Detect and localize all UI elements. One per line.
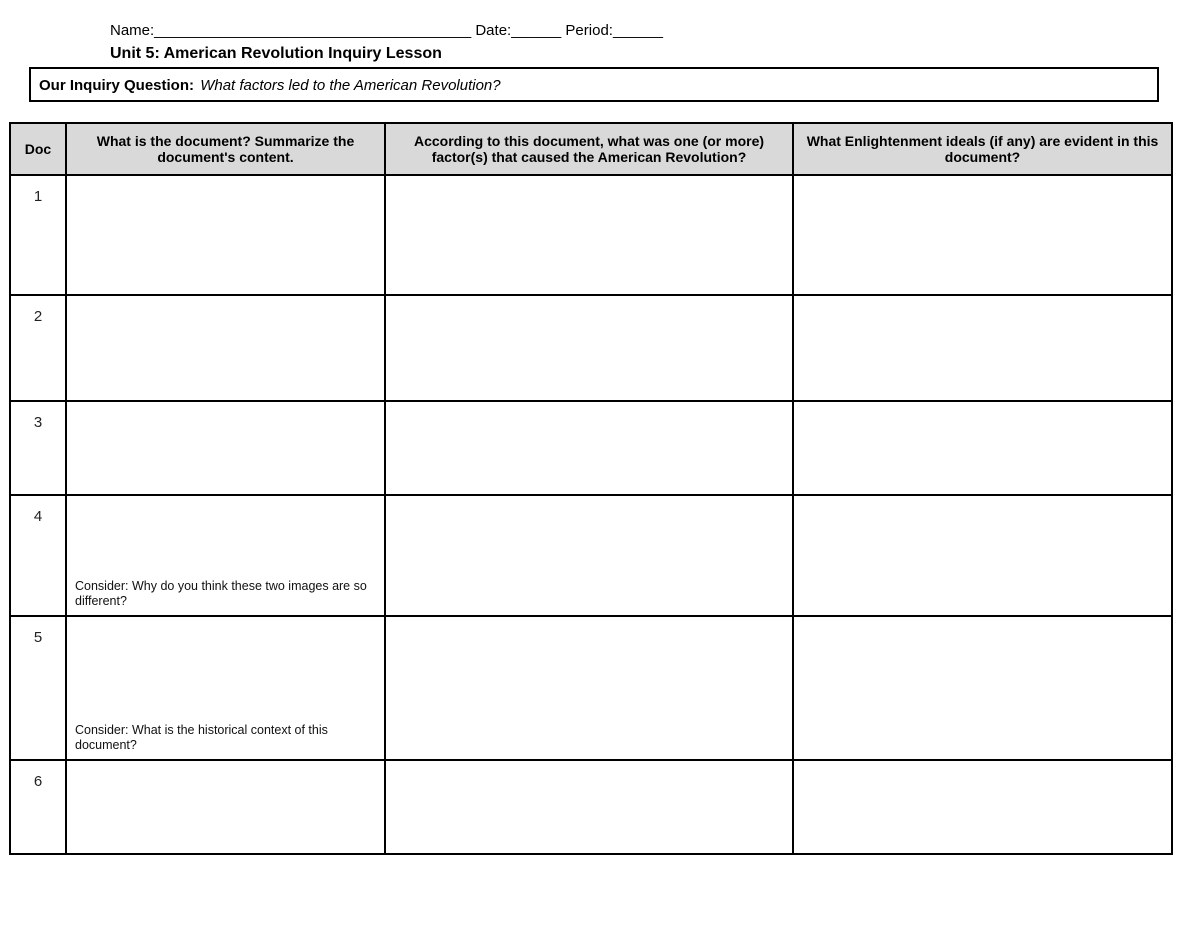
factors-cell[interactable] <box>385 401 793 495</box>
enlightenment-cell[interactable] <box>793 175 1172 295</box>
doc-number-cell <box>10 295 66 401</box>
consider-prompt: Consider: Why do you think these two images are so different? <box>75 579 367 608</box>
column-header-enlightenment: What Enlightenment ideals (if any) are evident in this document? <box>793 123 1172 175</box>
doc-number: 4 <box>33 508 43 525</box>
doc-number: 1 <box>33 188 43 205</box>
doc-number-cell <box>10 495 66 616</box>
factors-cell[interactable] <box>385 495 793 616</box>
factors-cell[interactable] <box>385 760 793 854</box>
doc-number: 3 <box>33 414 43 431</box>
doc-number: 2 <box>33 308 43 325</box>
table-row <box>10 760 1172 854</box>
enlightenment-cell[interactable] <box>793 401 1172 495</box>
summary-cell[interactable] <box>66 760 385 854</box>
enlightenment-cell[interactable] <box>793 760 1172 854</box>
summary-cell[interactable] <box>66 401 385 495</box>
factors-cell[interactable] <box>385 295 793 401</box>
table-row <box>10 495 1172 616</box>
summary-cell[interactable] <box>66 175 385 295</box>
enlightenment-cell[interactable] <box>793 616 1172 760</box>
doc-number-cell <box>10 616 66 760</box>
table-header-row <box>10 123 1172 175</box>
enlightenment-cell[interactable] <box>793 295 1172 401</box>
column-header-doc: Doc <box>10 123 66 175</box>
enlightenment-cell[interactable] <box>793 495 1172 616</box>
doc-number: 5 <box>33 629 43 646</box>
table-row <box>10 175 1172 295</box>
column-header-factors: According to this document, what was one (or more) factor(s) that caused the American Revolution? <box>385 123 793 175</box>
doc-number: 6 <box>33 773 43 790</box>
summary-cell[interactable] <box>66 616 385 760</box>
column-header-summary: What is the document? Summarize the document's content. <box>66 123 385 175</box>
factors-cell[interactable] <box>385 175 793 295</box>
page-title: Unit 5: American Revolution Inquiry Lesson <box>110 45 442 62</box>
inquiry-question-label: Our Inquiry Question: <box>39 77 195 94</box>
summary-cell[interactable] <box>66 495 385 616</box>
inquiry-question-box <box>29 67 1159 102</box>
doc-number-cell <box>10 175 66 295</box>
doc-number-cell <box>10 760 66 854</box>
summary-cell[interactable] <box>66 295 385 401</box>
table-row <box>10 295 1172 401</box>
consider-prompt: Consider: What is the historical context of this document? <box>75 723 328 752</box>
document-analysis-table <box>9 122 1173 855</box>
table-row <box>10 401 1172 495</box>
name-date-period-line[interactable]: Name:______________________________________ Date:______ Period:______ <box>110 22 664 39</box>
table-row <box>10 616 1172 760</box>
inquiry-question-text: What factors led to the American Revolution? <box>200 77 501 94</box>
doc-number-cell <box>10 401 66 495</box>
factors-cell[interactable] <box>385 616 793 760</box>
